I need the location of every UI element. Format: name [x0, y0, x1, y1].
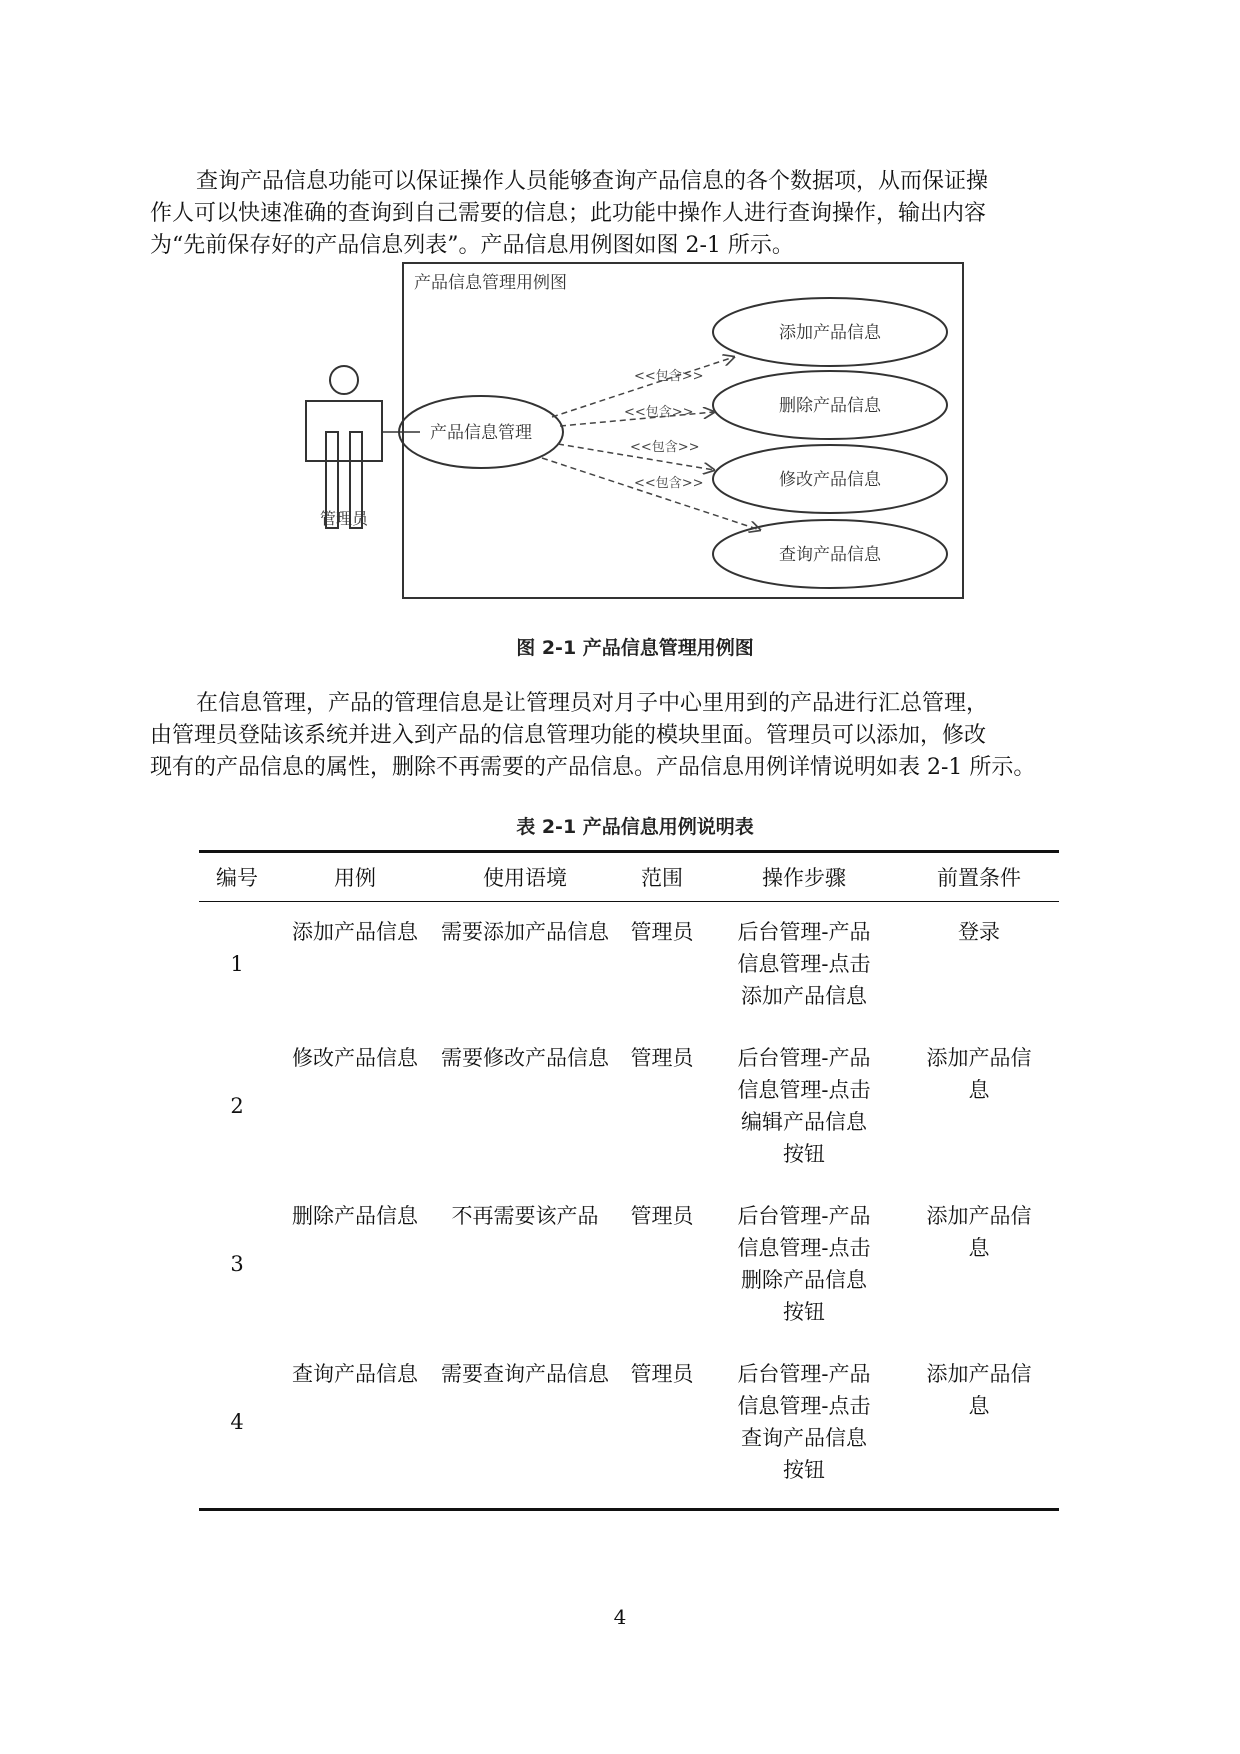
cell-number: 4 [230, 1410, 244, 1434]
intro-line: 为“先前保存好的产品信息列表”。产品信息用例图如图 2-1 所示。 [150, 233, 794, 258]
actor-label: 管理员 [319, 509, 369, 528]
use-case-query-label: 查询产品信息 [779, 545, 881, 565]
header-steps: 操作步骤 [762, 866, 846, 890]
cell-context: 不再需要该产品 [451, 1204, 599, 1228]
use-case-delete-label: 删除产品信息 [779, 396, 881, 416]
include-label-query: <<包含>> [634, 476, 704, 491]
body-paragraph [150, 688, 1120, 784]
cell-case: 删除产品信息 [292, 1204, 418, 1228]
cell-context: 需要修改产品信息 [441, 1046, 609, 1070]
use-case-add-label: 添加产品信息 [779, 323, 881, 343]
intro-line: 作人可以快速准确的查询到自己需要的信息；此功能中操作人进行查询操作，输出内容 [150, 201, 987, 226]
cell-context: 需要添加产品信息 [441, 920, 609, 944]
header-case: 用例 [334, 866, 376, 890]
diagram-title: 产品信息管理用例图 [414, 273, 567, 293]
cell-number: 1 [230, 952, 244, 976]
table-header-row [199, 852, 1059, 902]
header-precondition: 前置条件 [937, 866, 1021, 890]
include-arrow-query [542, 458, 760, 530]
cell-scope: 管理员 [630, 1204, 694, 1228]
cell-precondition: 添加产品信 息 [926, 1046, 1032, 1102]
table-row [199, 1024, 1059, 1182]
table-row [199, 1340, 1059, 1510]
body-line: 在信息管理，产品的管理信息是让管理员对月子中心里用到的产品进行汇总管理， [196, 691, 989, 716]
main-use-case-label: 产品信息管理 [430, 423, 532, 443]
cell-scope: 管理员 [630, 1046, 694, 1070]
body-line: 现有的产品信息的属性，删除不再需要的产品信息。产品信息用例详情说明如表 2-1 所示。 [150, 755, 1036, 780]
cell-steps: 后台管理-产品 信息管理-点击 查询产品信息 按钮 [737, 1362, 871, 1482]
intro-line: 查询产品信息功能可以保证操作人员能够查询产品信息的各个数据项，从而保证操 [196, 169, 989, 194]
figure-caption: 图 2-1 产品信息管理用例图 [516, 637, 754, 659]
use-case-modify-label: 修改产品信息 [779, 470, 881, 490]
table-row [199, 1182, 1059, 1340]
use-case-table [199, 850, 1059, 1511]
cell-case: 添加产品信息 [292, 920, 418, 944]
body-line: 由管理员登陆该系统并进入到产品的信息管理功能的模块里面。管理员可以添加，修改 [150, 723, 987, 748]
include-label-add: <<包含>> [634, 369, 704, 384]
include-label-modify: <<包含>> [630, 440, 700, 455]
cell-steps: 后台管理-产品 信息管理-点击 删除产品信息 按钮 [737, 1204, 871, 1324]
actor-figure [306, 366, 382, 528]
table-row [199, 902, 1059, 1025]
cell-case: 修改产品信息 [292, 1046, 418, 1070]
cell-scope: 管理员 [630, 1362, 694, 1386]
cell-precondition: 添加产品信 息 [926, 1362, 1032, 1418]
use-case-diagram [290, 262, 980, 607]
cell-context: 需要查询产品信息 [441, 1362, 609, 1386]
cell-number: 2 [230, 1094, 244, 1118]
header-number: 编号 [216, 866, 258, 890]
header-scope: 范围 [641, 866, 683, 890]
table-caption: 表 2-1 产品信息用例说明表 [516, 816, 754, 838]
cell-scope: 管理员 [630, 920, 694, 944]
cell-steps: 后台管理-产品 信息管理-点击 添加产品信息 [737, 920, 871, 1008]
intro-paragraph [150, 166, 1120, 262]
cell-case: 查询产品信息 [292, 1362, 418, 1386]
cell-precondition: 登录 [958, 920, 1000, 944]
header-context: 使用语境 [483, 866, 567, 890]
cell-steps: 后台管理-产品 信息管理-点击 编辑产品信息 按钮 [737, 1046, 871, 1166]
cell-number: 3 [230, 1252, 244, 1276]
page-number: 4 [613, 1605, 627, 1629]
include-label-delete: <<包含>> [624, 405, 694, 420]
cell-precondition: 添加产品信 息 [926, 1204, 1032, 1260]
